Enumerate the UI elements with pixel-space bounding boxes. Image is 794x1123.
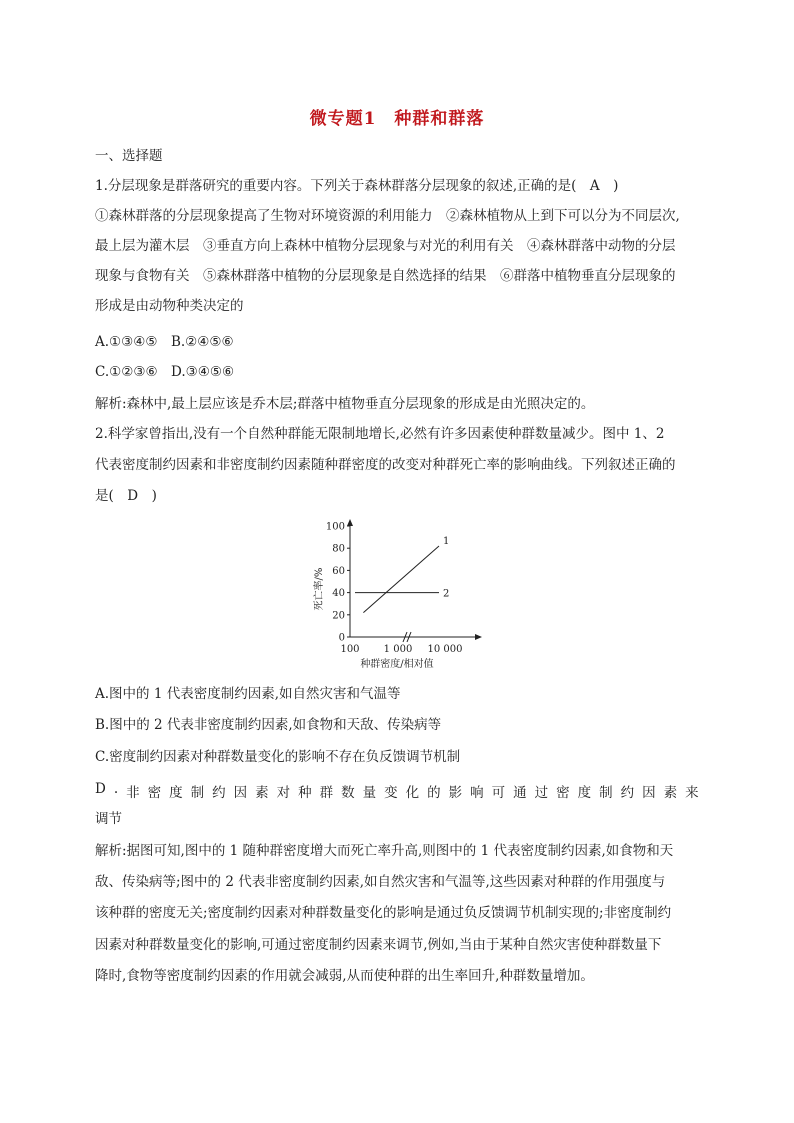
q1-stem: 1.分层现象是群落研究的重要内容。下列关于森林群落分层现象的叙述,正确的是( A ) [95, 178, 619, 194]
title-prefix: 微专题1 [309, 109, 377, 129]
q2-option-d-char: . [113, 781, 119, 797]
q2-option-d-char: 度 [577, 785, 592, 801]
mortality-chart [305, 515, 495, 675]
q2-option-c: C.密度制约因素对种群数量变化的影响不存在负反馈调节机制 [95, 749, 461, 765]
y-tick-label: 0 [338, 632, 345, 644]
x-tick-label: 10 000 [427, 644, 463, 655]
q2-analysis: 解析:据图可知,图中的 1 随种群密度增大而死亡率升高,则图中的 1 代表密度制约因素,如食物和天 [95, 843, 674, 859]
y-tick-label: 60 [332, 565, 345, 577]
y-tick-label: 100 [325, 521, 345, 533]
q2-stem: 2.科学家曾指出,没有一个自然种群能无限制地增长,必然有许多因素使种群数量减少。图中 1、2 [95, 426, 665, 442]
q2-option-d [95, 781, 699, 801]
q2-option-d-char: 响 [470, 785, 484, 801]
series-label: 1 [443, 535, 450, 547]
y-tick-label: 80 [332, 543, 345, 555]
q2-option-d-char: 约 [620, 785, 635, 801]
q2-option-d-char: 数 [341, 785, 355, 801]
q2-option-d-char: 化 [405, 785, 420, 801]
q2-option-d-char: 对 [276, 785, 291, 801]
q2-stem: 是( D ) [95, 488, 157, 504]
q2-analysis: 因素对种群数量变化的影响,可通过密度制约因素来调节,例如,当由于某种自然灾害使种群数量下 [95, 937, 662, 953]
y-axis-arrow [347, 519, 353, 526]
q2-option-d-char: 因 [642, 785, 656, 801]
q2-option-d-char: 制 [190, 785, 205, 801]
q2-option-d-char: 量 [362, 785, 377, 801]
q2-option-d-char: 非 [126, 785, 140, 801]
q2-option-d-char: 变 [384, 785, 398, 801]
q2-option-d-char: 素 [663, 785, 678, 801]
x-axis-arrow [475, 634, 482, 640]
q2-analysis: 该种群的密度无关;密度制约因素对种群数量变化的影响是通过负反馈调节机制实现的;非密度制约 [95, 905, 672, 921]
x-tick-label: 100 [340, 644, 360, 655]
q2-option-d-char: 的 [427, 785, 441, 801]
q1-analysis: 解析:森林中,最上层应该是乔木层;群落中植物垂直分层现象的形成是由光照决定的。 [95, 396, 595, 412]
q2-option-d-char: 密 [147, 785, 162, 801]
q2-option-d-char: 通 [513, 785, 527, 801]
q2-option-d-char: 可 [491, 785, 506, 801]
x-axis-label: 种群密度/相对值 [360, 659, 434, 670]
series-line-1 [363, 546, 439, 613]
q2-option-d-char: 制 [599, 785, 613, 801]
q2-option-d-char: 约 [212, 785, 226, 801]
q1-line: 形成是由动物种类决定的 [95, 298, 244, 314]
x-tick-label: 1 000 [383, 644, 413, 655]
q2-option-d-char: 过 [534, 785, 549, 801]
q2-option-d-char: D [95, 781, 106, 797]
q2-option-d-char: 素 [255, 785, 269, 801]
q2-option-d-continued: 调节 [95, 811, 122, 827]
q2-option-b: B.图中的 2 代表非密度制约因素,如食物和天敌、传染病等 [95, 717, 442, 733]
q2-analysis: 降时,食物等密度制约因素的作用就会减弱,从而使种群的出生率回升,种群数量增加。 [95, 968, 594, 984]
q2-option-d-char: 度 [169, 785, 183, 801]
y-tick-label: 20 [332, 610, 345, 622]
y-tick-label: 40 [332, 588, 345, 600]
q2-analysis: 敌、传染病等;图中的 2 代表非密度制约因素,如自然灾害和气温等,这些因素对种群的作用强度与 [95, 874, 666, 890]
q2-option-d-char: 种 [298, 785, 312, 801]
q2-option-d-char: 来 [685, 785, 699, 801]
q1-option-cd: C.①②③⑥ D.③④⑤⑥ [95, 364, 235, 380]
q2-option-d-char: 影 [448, 785, 463, 801]
q1-option-ab: A.①③④⑤ B.②④⑤⑥ [95, 334, 234, 350]
q2-option-a: A.图中的 1 代表密度制约因素,如自然灾害和气温等 [95, 686, 401, 702]
q2-option-d-char: 密 [556, 785, 570, 801]
q1-line: ①森林群落的分层现象提高了生物对环境资源的利用能力 ②森林植物从上到下可以分为不同层次, [95, 208, 680, 224]
q1-line: 现象与食物有关 ⑤森林群落中植物的分层现象是自然选择的结果 ⑥群落中植物垂直分层现象的 [95, 268, 676, 284]
section-heading: 一、选择题 [95, 148, 163, 164]
q2-option-d-char: 群 [319, 785, 334, 801]
page-title [0, 104, 794, 129]
y-axis-label: 死亡率/% [314, 567, 325, 611]
series-label: 2 [443, 588, 450, 600]
q2-option-d-char: 因 [233, 785, 248, 801]
title-topic: 种群和群落 [394, 109, 485, 129]
q2-stem: 代表密度制约因素和非密度制约因素随种群密度的改变对种群死亡率的影响曲线。下列叙述正确的 [95, 457, 676, 473]
q1-line: 最上层为灌木层 ③垂直方向上森林中植物分层现象与对光的利用有关 ④森林群落中动物的分层 [95, 238, 676, 254]
